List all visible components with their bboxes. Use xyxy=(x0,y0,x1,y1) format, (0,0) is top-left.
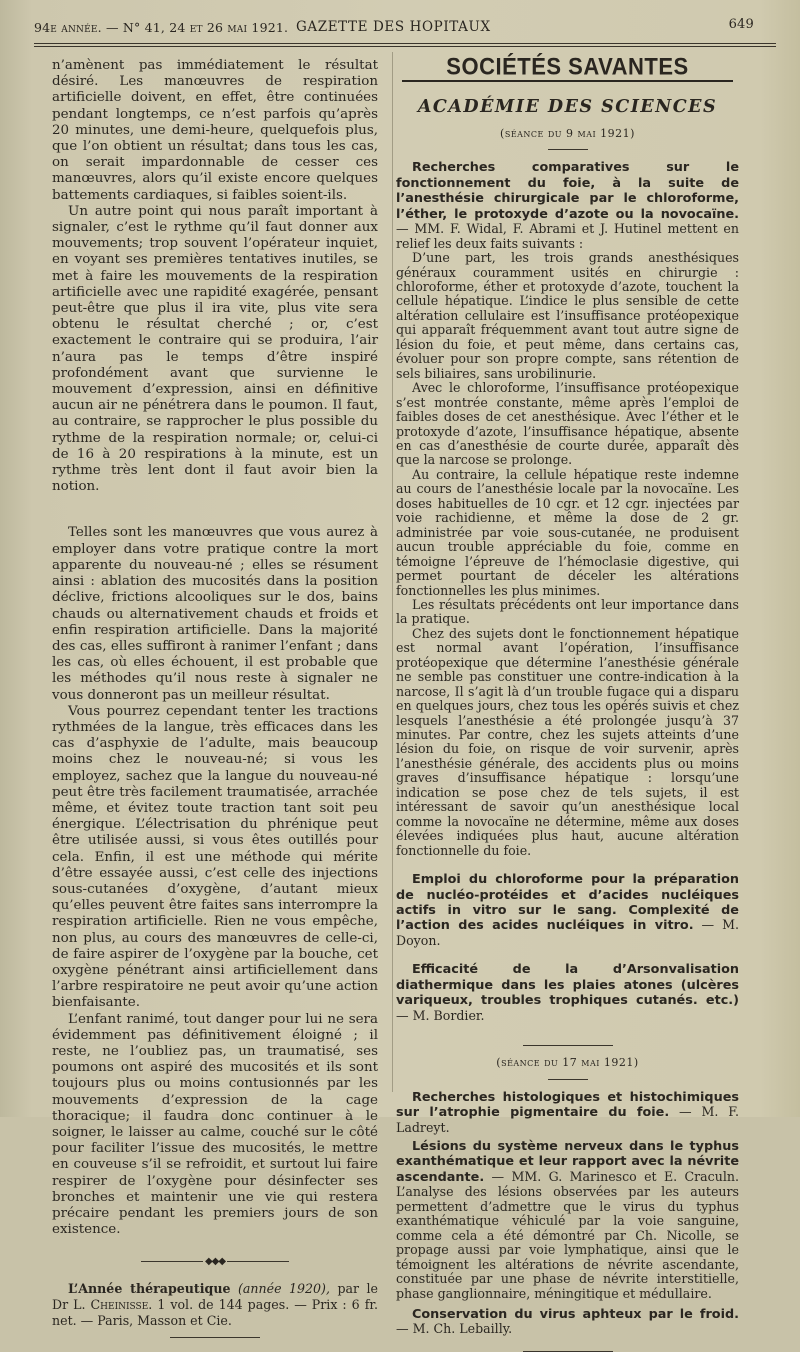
entry-authors: — M. F. Ladreyt. xyxy=(396,1104,739,1135)
book-title: L’Année thérapeutique xyxy=(68,1280,231,1296)
section-ornament: ◆◆◆ xyxy=(52,1254,378,1270)
paragraph: Chez des sujets dont le fonctionnement hépatique est normal avant l’opération, l’insuffisance protéopexique que détermine l’anesthésie générale ne semble pas constituer une contre-indication à la narcose, Il s’agit là d’un trouble fugace qui a disparu en quelques jours, chez tous les opérés suivis et chez lesquels l’anesthésie a été prolongée jusqu’à 37 minutes. Par contre, chez les sujets atteints d’une lésion du foie, on risque de voir survenir, après l’anesthésie générale, des accidents plus ou moins graves d’insuffisance hépatique : lorsqu’une indication se pose chez de tels sujets, il est intéressant de savoir qu’un anesthésique local comme la novocaïne ne détermine, même aux doses élevées indiquées plus haut, aucune altération fonctionnelle du foie. xyxy=(396,625,739,858)
book-year: (année 1920), xyxy=(237,1280,330,1296)
page-number: 649 xyxy=(728,17,754,32)
header-rule xyxy=(34,43,776,47)
book-author-prefix: par le Dr xyxy=(52,1280,378,1312)
book-author: L. Cheinisse. xyxy=(73,1296,153,1312)
entry-authors: — M. Doyon. xyxy=(396,917,739,948)
entry-heading: Conservation du virus aphteux par le froid. xyxy=(412,1306,739,1322)
entry-authors: — M. Bordier. xyxy=(396,1007,485,1023)
entry-authors: — MM. G. Marinesco et E. Craculn. L’analyse des lésions observées par les auteurs permettent d’admettre que le virus du typhus exanthématique véhiculé par la voie sanguine, comme cela a été démontré par Ch. Nicolle, se propage aussi par voie lymphatique, ainsi que le témoignent les altérations de névrite ascendante, constituée par une phase de névrite interstitielle, phase ganglionnaire, méningitique et médullaire. xyxy=(396,1168,739,1301)
book-notice xyxy=(52,1281,378,1329)
title-rule xyxy=(402,80,733,82)
short-rule xyxy=(523,1045,613,1046)
left-column xyxy=(52,58,378,1338)
paragraph: Un autre point qui nous paraît important à signaler, c’est le rythme qu’il faut donner aux mouvements; trop souvent l’opérateur inquiet, en voyant ses premières tentatives inutiles, se met à faire les mouvements de la respiration artificielle avec une rapidité exagérée, pensant peut-être que plus il ira vite, plus vite sera obtenu le résultat cherché ; or, c’est exactement le contraire qui se produira, l’air n’aura pas le temps d’être inspiré profondément avant que survienne le mouvement d’expression, ainsi en définitive aucun air ne pénétrera dans le poumon. Il faut, au contraire, se rapprocher le plus possible du rythme de la respiration normale; or, celui-ci de 16 à 20 respirations à la minute, est un rythme très lent dont il faut avoir bien la notion. xyxy=(52,203,378,495)
entry-heading: Lésions du système nerveux dans le typhus exanthématique et leur rapport avec la névrite ascendante. xyxy=(396,1139,739,1185)
entry-heading: Emploi du chloroforme pour la préparation de nucléo-protéides et d’acides nucléiques actifs in vitro sur le sang. Complexité de l’action des acides nucléiques in vitro. xyxy=(396,872,739,934)
paragraph: D’une part, les trois grands anesthésiques généraux couramment usités en chirurgie : chloroforme, éther et protoxyde d’azote, touchent la cellule hépatique. L’indice le plus sensible de cette altération cellulaire est l’insuffisance protéopexique qui apparaît fréquemment avant tout autre signe de lésion du foie, et peut même, dans certains cas, évoluer pour son propre compte, sans rétention de sels biliaires, sans urobilinurie. xyxy=(396,250,739,381)
short-rule xyxy=(548,1079,588,1080)
short-rule xyxy=(548,149,588,150)
entry xyxy=(396,962,739,1023)
issue-info: 94e année. — N° 41, 24 et 26 mai 1921. xyxy=(34,20,289,35)
paragraph: L’enfant ranimé, tout danger pour lui ne sera évidemment pas définitivement éloigné ; il reste, ne l’oubliez pas, un traumatisé, ses poumons ont aspiré des mucosités et ils sont toujours plus ou moins contusionnés par les mouvements d’expression de la cage thoracique; il faudra donc continuer à le soigner, le laisser au calme, couché sur le côté pour faciliter l’issue des mucosités, le mettre en couveuse s’il se refroidit, et surtout lui faire respirer de l’oxygène pour désinfecter ses bronches et maintenir une vie qui restera précaire pendant les premiers jours de son existence. xyxy=(52,1011,378,1238)
entry-heading: Efficacité de la d’Arsonvalisation diathermique dans les plaies atones (ulcères variqueux, troubles trophiques cutanés. etc.) xyxy=(396,962,739,1009)
session-date: (séance du 9 mai 1921) xyxy=(500,126,635,140)
paragraph-gap xyxy=(52,495,378,525)
column-divider xyxy=(392,52,393,1092)
end-rule xyxy=(170,1337,260,1338)
journal-title: GAZETTE DES HOPITAUX xyxy=(296,19,491,35)
entry-authors: — M. Ch. Lebailly. xyxy=(396,1321,513,1337)
entry xyxy=(396,1307,739,1337)
entry xyxy=(396,1090,739,1135)
paragraph: Au contraire, la cellule hépatique reste indemne au cours de l’anesthésie locale par la novocaïne. Les doses habituelles de 10 cgr. et 12 cgr. injectées par voie rachidienne, et même la dose de 2 gr. administrée par voie sous-cutanée, ne produisent aucun trouble appréciable du foie, comme en témoigne l’épreuve de l’hémoclasie digestive, qui permet pourtant de déceler les altérations fonctionnelles les plus minimes. xyxy=(396,466,739,598)
paragraph: n’amènent pas immédiatement le résultat désiré. Les manœuvres de respiration artificielle doivent, en effet, être continuées pendant longtemps, ce n’est parfois qu’après 20 minutes, une demi-heure, quelquefois plus, que l’on obtient un résultat; dans tous les cas, on serait impardonnable de cesser ces manœuvres, alors qu’il existe encore quelques battements cardiaques, si faibles soient-ils. xyxy=(52,58,378,203)
entry xyxy=(396,1139,739,1301)
entry-heading: Recherches comparatives sur le fonctionnement du foie, à la suite de l’anesthésie chirurgicale par le chloroforme, l’éther, le protoxyde d’azote ou la novocaïne. xyxy=(396,160,739,222)
paragraph: Vous pourrez cependant tenter les tractions rythmées de la langue, très efficaces dans les cas d’asphyxie de l’adulte, mais beaucoup moins chez le nouveau-né; si vous les employez, sachez que la langue du nouveau-né peut être très facilement traumatisée, arrachée même, et évitez toute traction tant soit peu énergique. L’électrisation du phrénique peut être utilisée aussi, si vous êtes outillés pour cela. Enfin, il est une méthode qui mérite d’être essayée aussi, c’est celle des injections sous-cutanées d’oxygène, d’autant mieux qu’elles peuvent être faites sans interrompre la respiration artificielle. Rien ne vous empêche, non plus, au cours des manœuvres de celle-ci, de faire aspirer de l’oxygène par la bouche, cet oxygène pénétrant ainsi artificiellement dans l’arbre respiratoire ne peut avoir qu’une action bienfaisante. xyxy=(52,703,378,1011)
paragraph: Avec le chloroforme, l’insuffisance protéopexique s’est montrée constante, même après l’emploi de faibles doses de cet anesthésique. Avec l’éther et le protoxyde d’azote, l’insuffisance hépatique, absente en cas d’anesthésie de courte durée, apparaît dès que la narcose se prolonge. xyxy=(396,380,739,468)
entry xyxy=(396,160,739,251)
right-column xyxy=(396,52,739,1352)
entry-authors: — MM. F. Widal, F. Abrami et J. Hutinel mettent en relief les deux faits suivants : xyxy=(396,221,739,251)
paragraph: Telles sont les manœuvres que vous aurez à employer dans votre pratique contre la mort apparente du nouveau-né ; elles se résument ainsi : ablation des mucosités dans la position déclive, frictions alcooliques sur le dos, bains chauds ou alternativement chauds et froids et enfin respiration artificielle. Dans la majorité des cas, elles suffiront à ranimer l’enfant ; dans les cas, où elles échouent, il est probable que les méthodes qu’il nous reste à signaler ne vous donneront pas un meilleur résultat. xyxy=(52,525,378,703)
page-header xyxy=(34,14,754,36)
paragraph: Les résultats précédents ont leur importance dans la pratique. xyxy=(396,596,739,627)
session-date: (séance du 17 mai 1921) xyxy=(496,1056,639,1070)
entry xyxy=(396,872,739,948)
book-details: 1 vol. de 144 pages. — Prix : 6 fr. net. — Paris, Masson et Cie. xyxy=(52,1296,378,1328)
academy-heading: ACADÉMIE DES SCIENCES xyxy=(417,97,718,118)
section-title: SOCIÉTÉS SAVANTES xyxy=(446,52,689,80)
entry-heading: Recherches histologiques et histochimiques sur l’atrophie pigmentaire du foie. xyxy=(396,1089,739,1121)
